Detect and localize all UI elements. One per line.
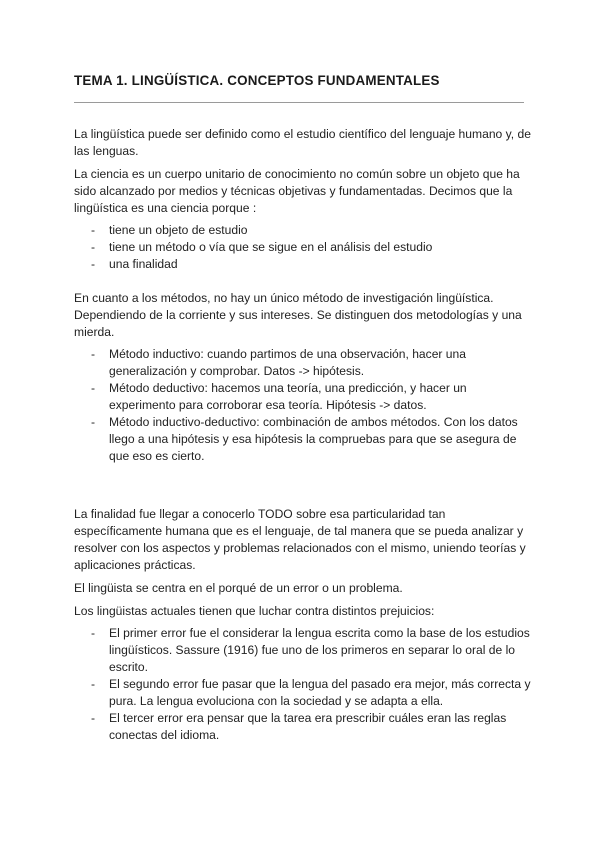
list-item: - El primer error fue el considerar la lengua escrita como la base de los estudios lingüísticos. Sassure (1916) fue uno de los primeros en separar lo oral de lo escrito. (91, 625, 534, 676)
title-divider (74, 102, 524, 103)
list-item: - Método deductivo: hacemos una teoría, una predicción, y hacer un experimento para corroborar esa teoría. Hipótesis -> datos. (74, 380, 534, 414)
list-item: - El segundo error fue pasar que la lengua del pasado era mejor, más correcta y pura. La lengua evoluciona con la sociedad y se adapta a ella. (91, 676, 534, 710)
list-ciencia (74, 222, 534, 273)
document-body (74, 126, 534, 744)
list-item: - tiene un objeto de estudio (74, 222, 534, 239)
paragraph-metodos: En cuanto a los métodos, no hay un único método de investigación lingüística. Dependiendo de la corriente y sus intereses. Se distinguen dos metodologías y una mierda. (74, 291, 522, 339)
paragraph-linguista: El lingüista se centra en el porqué de un error o un problema. (74, 581, 403, 595)
page-title: TEMA 1. LINGÜÍSTICA. CONCEPTOS FUNDAMENTALES (74, 73, 440, 88)
paragraph-finalidad: La finalidad fue llegar a conocerlo TODO sobre esa particularidad tan específicamente humana que es el lenguaje, de tal manera que se pueda analizar y resolver con los aspectos y problemas relacionados con el mismo, uniendo teorías y aplicaciones prácticas. (74, 507, 526, 572)
list-item: - Método inductivo-deductivo: combinación de ambos métodos. Con los datos llego a una hipótesis y esa hipótesis la compruebas para que se asegura de que eso es cierto. (74, 414, 534, 465)
paragraph-ciencia: La ciencia es un cuerpo unitario de conocimiento no común sobre un objeto que ha sido alcanzado por medios y técnicas objetivas y fundamentadas. Decimos que la lingüística es una ciencia porque : (74, 167, 520, 215)
list-prejuicios (74, 625, 534, 744)
paragraph-prejuicios: Los lingüistas actuales tienen que luchar contra distintos prejuicios: (74, 604, 435, 618)
list-item: - El tercer error era pensar que la tarea era prescribir cuáles eran las reglas conectas del idioma. (91, 710, 534, 744)
list-item: - tiene un método o vía que se sigue en el análisis del estudio (74, 239, 534, 256)
list-metodos (74, 346, 534, 465)
section-spacer (74, 465, 534, 506)
list-item: - Método inductivo: cuando partimos de una observación, hacer una generalización y comprobar. Datos -> hipótesis. (74, 346, 534, 380)
list-item: - una finalidad (74, 256, 534, 273)
paragraph-definition: La lingüística puede ser definido como el estudio científico del lenguaje humano y, de las lenguas. (74, 127, 531, 158)
